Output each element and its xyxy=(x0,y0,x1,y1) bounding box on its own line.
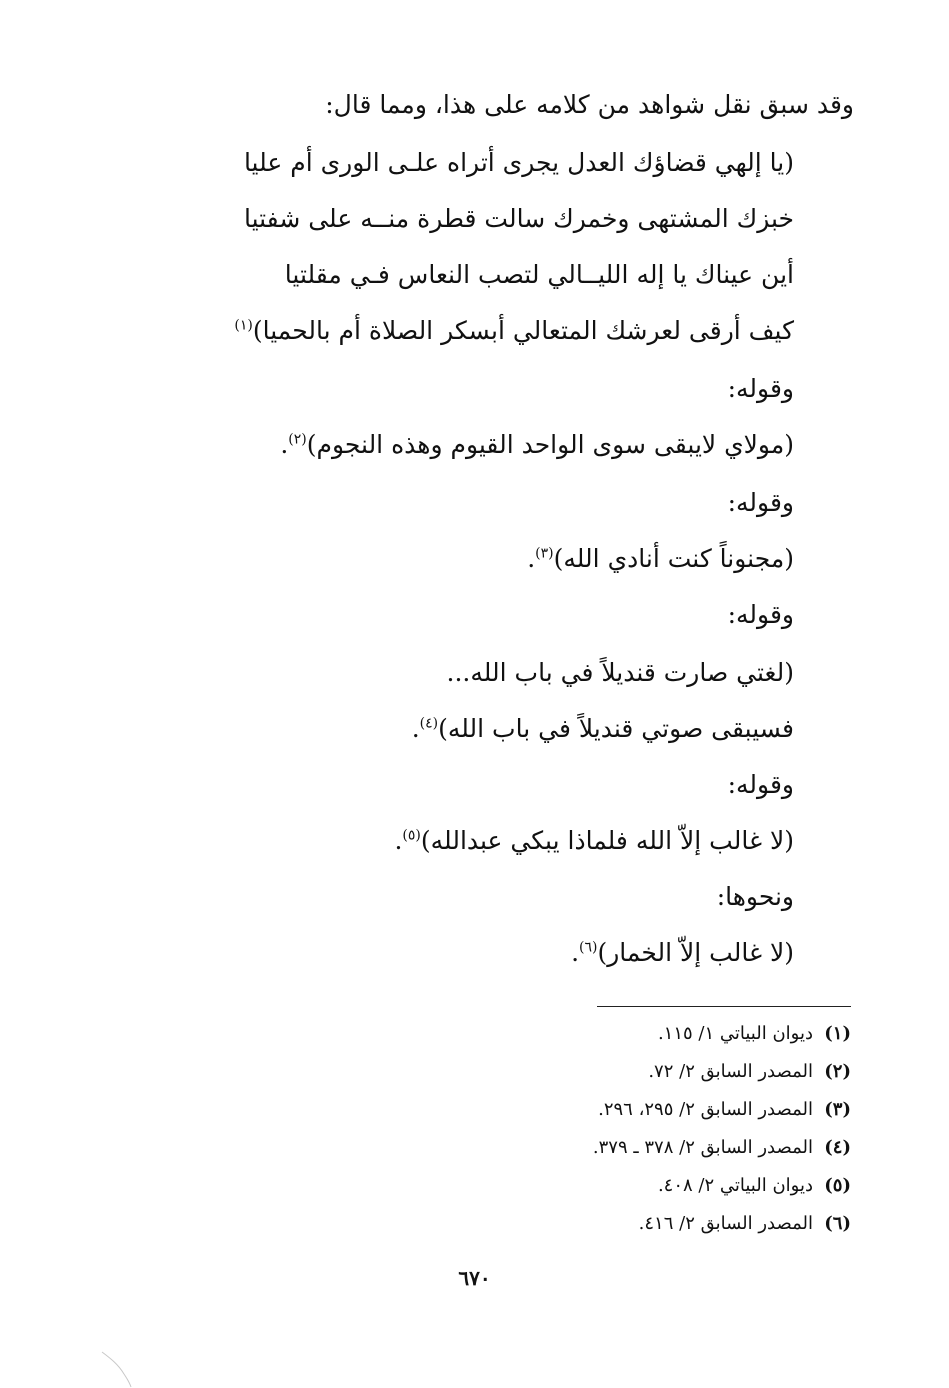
text-line-7 xyxy=(728,486,794,520)
footnote-5 xyxy=(658,1174,851,1198)
text-line-14 xyxy=(717,880,794,914)
text-line-1-text: (يا إلهي قضاؤك العدل يجرى أتراه علـى الورى أم عليا xyxy=(243,148,794,177)
text-line-2 xyxy=(244,202,794,236)
footnote-2-text: المصدر السابق ٢/ ٧٢. xyxy=(648,1061,813,1082)
text-line-15-tail: . xyxy=(571,938,580,967)
text-line-9 xyxy=(728,598,794,632)
text-line-4-text: كيف أرقى لعرشك المتعالي أبسكر الصلاة أم بالحميا) xyxy=(252,316,794,345)
text-line-6-text: (مولاي لايبقى سوى الواحد القيوم وهذه النجوم) xyxy=(306,430,794,459)
footnote-ref-4: (٤) xyxy=(419,715,439,732)
text-line-12-text: وقوله: xyxy=(727,770,794,799)
text-line-8 xyxy=(527,542,794,576)
text-line-13-tail: . xyxy=(394,826,403,855)
footnote-ref-2: (٢) xyxy=(288,431,307,448)
text-line-5 xyxy=(728,372,794,406)
footnote-ref-5: (٥) xyxy=(402,827,421,844)
text-line-14-text: ونحوها: xyxy=(716,882,794,911)
page-number: ٦٧٠ xyxy=(458,1266,491,1290)
footnote-3-text: المصدر السابق ٢/ ٢٩٥، ٢٩٦. xyxy=(598,1099,813,1120)
text-line-11 xyxy=(412,712,794,746)
text-line-12 xyxy=(728,768,794,802)
text-line-4 xyxy=(234,314,794,348)
text-line-15 xyxy=(571,936,794,970)
text-line-13 xyxy=(394,824,794,858)
footnote-5-text: ديوان البياتي ٢/ ٤٠٨. xyxy=(657,1175,813,1196)
text-line-11-tail: . xyxy=(411,714,420,743)
text-line-13-text: (لا غالب إلاّ الله فلماذا يبكي عبدالله) xyxy=(420,826,794,855)
footnote-2-number: (٢) xyxy=(824,1061,851,1082)
text-line-10-text: (لغتي صارت قنديلاً في باب الله... xyxy=(446,658,794,687)
footnote-2 xyxy=(648,1060,851,1084)
footnote-ref-1: (١) xyxy=(234,317,253,334)
text-line-8-text: (مجنوناً كنت أنادي الله) xyxy=(553,544,794,573)
text-line-10 xyxy=(447,656,794,690)
text-line-15-text: (لا غالب إلاّ الخمار) xyxy=(597,938,794,967)
footnote-6 xyxy=(639,1212,851,1236)
footnote-divider xyxy=(597,1006,851,1007)
footnote-3 xyxy=(598,1098,851,1122)
footnote-1-number: (١) xyxy=(824,1023,851,1044)
intro-line: وقد سبق نقل شواهد من كلامه على هذا، ومما قال: xyxy=(325,90,854,119)
footnote-1 xyxy=(658,1022,851,1046)
footnote-5-number: (٥) xyxy=(824,1175,851,1196)
footnote-ref-3: (٣) xyxy=(535,545,554,562)
footnote-ref-6: (٦) xyxy=(579,939,598,956)
text-line-3-text: أين عيناك يا إله الليــالي لتصب النعاس فـي مقلتيا xyxy=(284,260,794,289)
text-line-1 xyxy=(244,146,794,180)
text-line-5-text: وقوله: xyxy=(727,374,794,403)
footnote-6-number: (٦) xyxy=(824,1213,851,1234)
text-line-3 xyxy=(285,258,794,292)
footnote-4 xyxy=(593,1136,851,1160)
text-line-9-text: وقوله: xyxy=(727,600,794,629)
footnote-1-text: ديوان البياتي ١/ ١١٥. xyxy=(657,1023,813,1044)
text-line-11-text: فسيبقى صوتي قنديلاً في باب الله) xyxy=(438,714,794,743)
text-line-6 xyxy=(280,428,794,462)
text-line-7-text: وقوله: xyxy=(727,488,794,517)
text-line-2-text: خبزك المشتهى وخمرك سالت قطرة منــه على شفتيا xyxy=(243,204,794,233)
footnote-6-text: المصدر السابق ٢/ ٤١٦. xyxy=(638,1213,813,1234)
text-line-6-tail: . xyxy=(280,430,289,459)
footnote-3-number: (٣) xyxy=(824,1099,851,1120)
text-line-8-tail: . xyxy=(527,544,536,573)
footnote-4-text: المصدر السابق ٢/ ٣٧٨ ـ ٣٧٩. xyxy=(592,1137,813,1158)
scan-artifact-mark xyxy=(100,1350,134,1388)
footnote-4-number: (٤) xyxy=(824,1137,851,1158)
